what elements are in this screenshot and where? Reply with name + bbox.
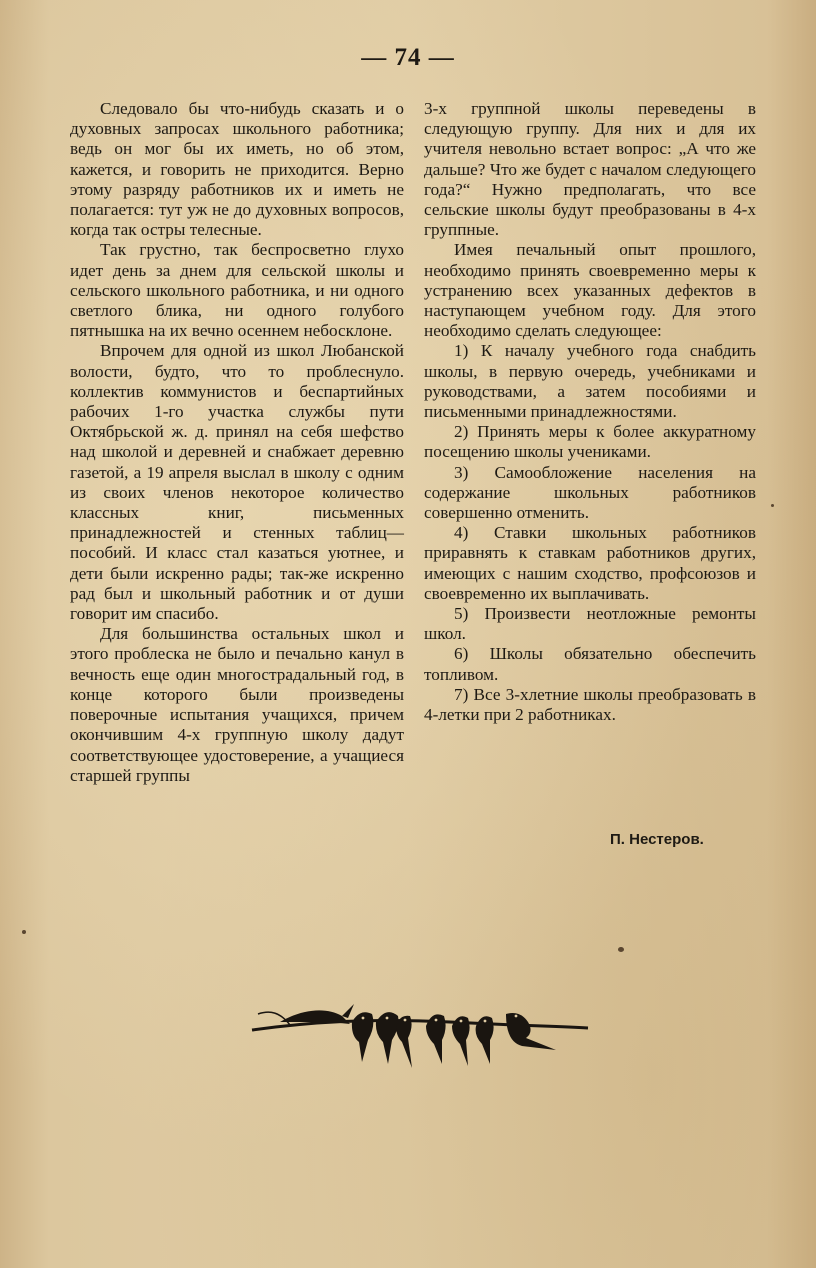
list-item: 4) Ставки школьных работников приравнять к ставкам работников других, имеющих с нашим сходство, профсоюзов и своевременно их выплачивать. — [424, 523, 756, 603]
paragraph: Следовало бы что-нибудь сказать и о духовных запросах школьного работника; ведь он мог бы их иметь, но об этом, кажется, и говорить не приходится. Верно этому разряду работников их и иметь не полагается: тут уж не до духовных вопросов, когда так остры телесные. — [70, 99, 404, 240]
paper-speck — [771, 504, 774, 507]
list-item: 2) Принять меры к более аккуратному посещению школы учениками. — [424, 422, 756, 462]
swallows-on-branch-icon — [250, 992, 590, 1082]
left-column — [70, 99, 404, 786]
paragraph: Впрочем для одной из школ Любанской волости, будто, что то проблеснуло. коллектив коммунистов и беспартийных рабочих 1-го участка службы пути Октябрьской ж. д. принял на себя шефство над школой и деревней и снабжает деревню газетой, а 19 апреля выслал в школу с одним из своих членов некоторое количество классных книг, письменных принадлежностей и стенных таблиц—пособий. И класс стал казаться уютнее, и дети были искренно рады; так-же искренно рад был и школьный работник и от души говорит им спасибо. — [70, 341, 404, 624]
list-item: 3) Самообложение населения на содержание школьных работников совершенно отменить. — [424, 462, 756, 523]
paper-speck — [22, 930, 26, 934]
paper-speck — [618, 947, 624, 952]
right-column — [424, 99, 756, 725]
paragraph: Так грустно, так беспросветно глухо идет день за днем для сельской школы и сельского школьного работника, и ни одного светлого блика, ни одного голубого пятнышка на их вечно осеннем небосклоне. — [70, 240, 404, 341]
list-item: 7) Все 3-хлетние школы преобразовать в 4-летки при 2 работниках. — [424, 684, 756, 725]
list-item: 6) Школы обязательно обеспечить топливом. — [424, 644, 756, 684]
page-number: — 74 — — [361, 44, 455, 71]
paragraph: Для большинства остальных школ и этого проблеска не было и печально канул в вечность еще один многострадальный год, в конце которого были произведены поверочные испытания учащихся, причем окончившим 4-х группную школу дадут соответствующее удостоверение, а учащиеся старшей группы — [70, 624, 404, 785]
paragraph: Имея печальный опыт прошлого, необходимо принять своевременно меры к устранению всех указанных дефектов в наступающем учебном году. Для этого необходимо сделать следующее: — [424, 240, 756, 341]
paragraph-continuation: 3-х группной школы переведены в следующую группу. Для них и для их учителя невольно встает вопрос: „А что же дальше? Что же будет с началом следующего года?“ Нужно предполагать, что все сельские школы будут преобразованы в 4-х группные. — [424, 99, 756, 240]
author-signature: П. Нестеров. — [610, 831, 704, 848]
list-item: 1) К началу учебного года снабдить школы, в первую очередь, учебниками и руководствами, а затем пособиями и письменными принадлежностями. — [424, 341, 756, 422]
list-item: 5) Произвести неотложные ремонты школ. — [424, 604, 756, 644]
